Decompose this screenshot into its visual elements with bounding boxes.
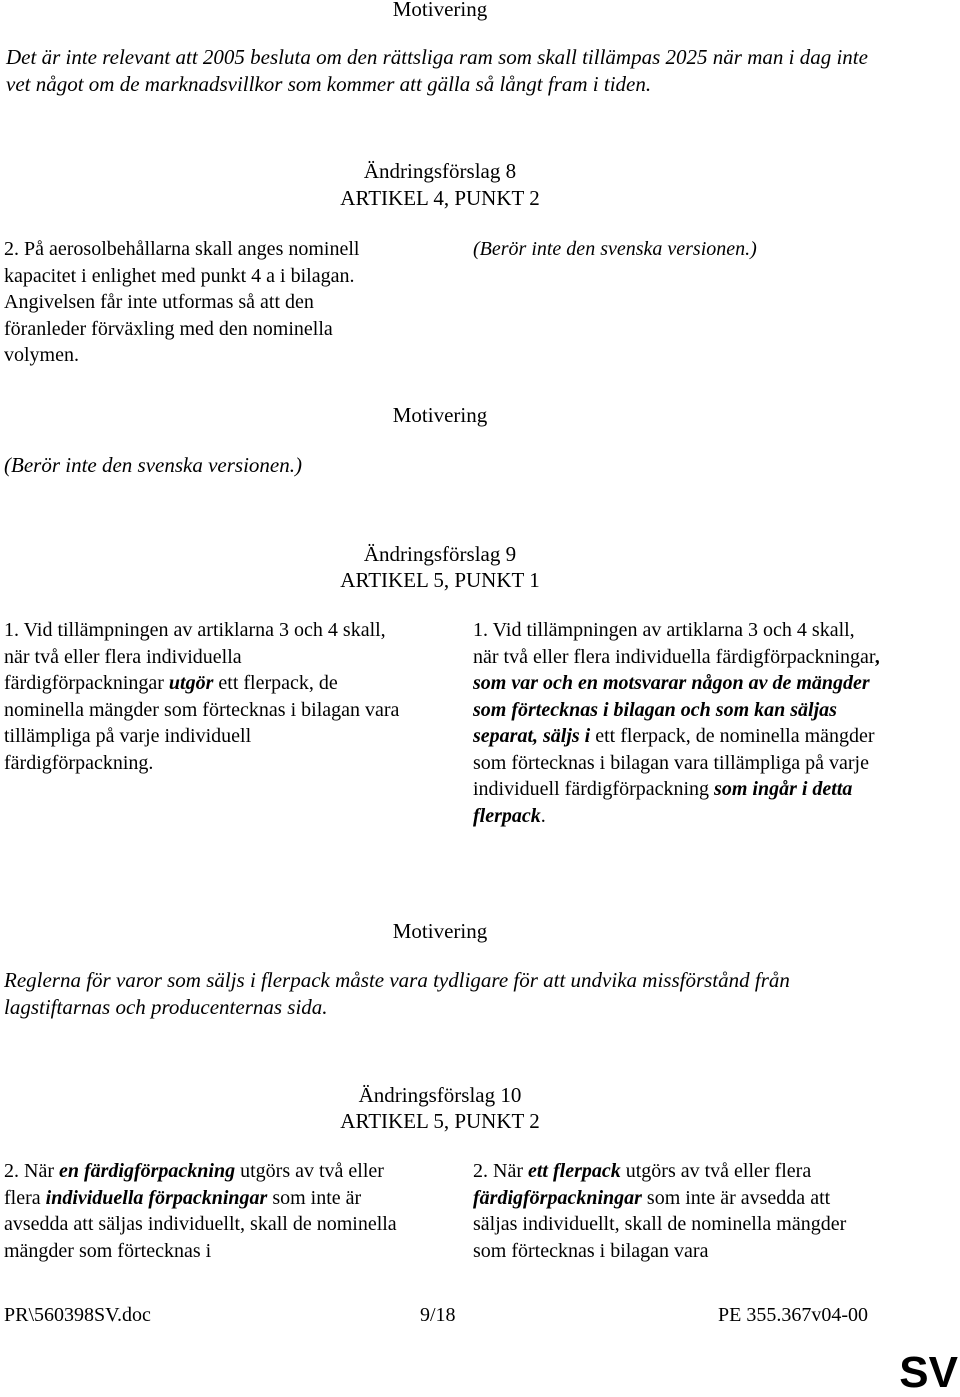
footer-reference: PE 355.367v04-00	[718, 1304, 868, 1326]
amendment-9-article: ARTIKEL 5, PUNKT 1	[340, 568, 540, 592]
footer-page-number: 9/18	[420, 1304, 456, 1326]
amendment-9-motivering-heading: Motivering	[392, 919, 488, 943]
amendment-10-title: Ändringsförslag 10	[358, 1083, 522, 1107]
amendment-10-amended-text: 2. När ett flerpack utgörs av två eller flera färdigförpackningar som inte är avsedda att säljas individuellt, skall de nominella mängder som förtecknas i bilagan vara	[473, 1160, 847, 1262]
amendment-9-title: Ändringsförslag 9	[363, 542, 517, 566]
amendment-8-original-text: 2. På aerosolbehållarna skall anges nominell kapacitet i enlighet med punkt 4 a i bilagan. Angivelsen får inte utformas så att den föranleder förväxling med den nominella volymen.	[4, 238, 360, 366]
amendment-8-title: Ändringsförslag 8	[363, 159, 517, 183]
amendment-10-original-text: 2. När en färdigförpackning utgörs av två eller flera individuella förpackningar som inte är avsedda att säljas individuellt, skall de nominella mängder som förtecknas i	[4, 1160, 397, 1262]
motivering-heading-top: Motivering	[392, 0, 488, 21]
amendment-10-article: ARTIKEL 5, PUNKT 2	[340, 1109, 540, 1133]
amendment-9-original-text: 1. Vid tillämpningen av artiklarna 3 och 4 skall, när två eller flera individuella färdigförpackningar utgör ett flerpack, de nominella mängder som förtecknas i bilagan vara tillämpliga på varje individuell färdigförpackning.	[4, 619, 400, 774]
amendment-9-amended-text: 1. Vid tillämpningen av artiklarna 3 och 4 skall, när två eller flera individuella färdigförpackningar, som var och en motsvarar någon av de mängder som förtecknas i bilagan och som kan säljas separat, säljs i ett flerpack, de nominella mängder som förtecknas i bilagan vara tillämpliga på varje individuell färdigförpackning som ingår i detta flerpack.	[473, 619, 881, 827]
amendment-8-motivering-text: (Berör inte den svenska versionen.)	[4, 453, 302, 477]
amendment-9-motivering-text: Reglerna för varor som säljs i flerpack måste vara tydligare för att undvika missförstånd från lagstiftarnas och producenternas sida.	[4, 968, 790, 1019]
motivering-text-top: Det är inte relevant att 2005 besluta om den rättsliga ram som skall tillämpas 2025 när man i dag inte vet något om de marknadsvillkor som kommer att gälla så långt fram i tiden.	[6, 45, 868, 96]
footer-doc-name: PR\560398SV.doc	[4, 1304, 151, 1326]
amendment-8-amended-text: (Berör inte den svenska versionen.)	[473, 238, 757, 260]
amendment-8-article: ARTIKEL 4, PUNKT 2	[340, 186, 540, 210]
amendment-8-motivering-heading: Motivering	[392, 403, 488, 427]
language-code: SV	[899, 1348, 958, 1397]
